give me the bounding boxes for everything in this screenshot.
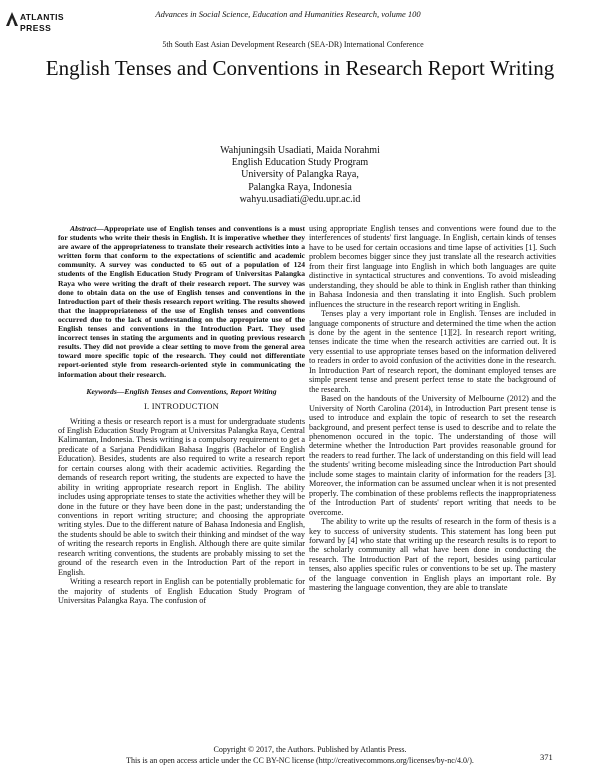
publisher-logo	[6, 10, 76, 40]
right-paragraph: using appropriate English tenses and conventions were found due to the interferences of students' first language. In English, certain kinds of tenses have to be used for certain occasions and time lapse of activities [1]. Such problem becomes bigger since they just translate all the research activities from their first language into English in which both languages are quite distinctive in syntactical structures and conventions. To avoid misleading understanding, they should be able to think in English rather than thinking in Bahasa Indonesia and then translating it into English. Such problem influences the structure in the research report writing in English.	[309, 224, 556, 309]
abstract	[58, 224, 305, 379]
author-names: Wahjuningsih Usadiati, Maida Norahmi	[220, 145, 380, 156]
keywords: Keywords—English Tenses and Conventions, Report Writing	[86, 386, 277, 396]
abstract-text: Appropriate use of English tenses and conventions is a must for students who write their thesis in English. It is imperative whether they are aware of the appropriateness to translate their research activities into a written form that conform to the expectations of scientific and academic community. A survey was conducted to 65 out of a population of 124 students of the English Education Study Program of Universitas Palangka Raya who were writing the draft of their research report. The survey was done to obtain data on the use of English tenses and conventions in the Introduction part of their thesis research report writing. The results showed that the inappropriateness of the use of English tenses and conventions occurred due to the lack of understanding on the appropriate use of the English tenses and conventions in the Introduction Part. They used incorrect tenses in stating the arguments and in quoting previous research results. They did not provide a clear setting to move from the general area toward more specific topic of the research. They could not differentiate report-oriented style from research-oriented style in communicating the information about their research.	[58, 224, 305, 379]
section-heading-introduction: I. INTRODUCTION	[143, 401, 220, 412]
conference-name: 5th South East Asian Development Research (SEA-DR) International Conference	[162, 40, 424, 49]
footer-license: This is an open access article under the CC BY-NC license (http://creativecommons.org/licenses/by-nc/4.0/).	[126, 756, 474, 765]
author-city: Palangka Raya, Indonesia	[248, 181, 352, 193]
left-paragraph: Writing a research report in English can be potentially problematic for the majority of students of English Education Study Program of Universitas Palangka Raya. The confusion of	[58, 577, 305, 606]
right-paragraph: The ability to write up the results of research in the form of thesis is a key to success of university students. This statement has long been put forward by [4] who state that writing up the research results is to report to the scholarly community all what have been done in conducting the research. The Introduction Part of the report, besides using particular tenses, also applies specific rules or conventions to be set up. The mastery of the language convention in English plays an important role. By mastering the language convention, they are able to translate	[309, 517, 556, 593]
publisher-name: ATLANTIS	[20, 12, 64, 22]
atlantis-logo-icon	[6, 12, 18, 26]
author-block	[150, 145, 450, 206]
author-department: English Education Study Program	[231, 157, 369, 169]
right-paragraph: Based on the handouts of the University of Melbourne (2012) and the University of North Carolina (2014), in Introduction Part present tense is used to introduce and explain the topic of research to set the research background, and present perfect tense is used to describe and to relate the phenomenon occured in the topic. The understanding of those will determine whether the Introduction Part provides reasonable ground for the readers to read further. The lack of understanding on this field will lead the students' writing become misleading since the Introduction Part should include some stages to maintain clarity of information for the readers [3]. Moreover, the information can be assumed unclear when it is not presented properly. The combination of these problems reflects the inappropriateness of the Introduction Part of students' report writing that needs to be overcome.	[309, 394, 556, 517]
footer-copyright: Copyright © 2017, the Authors. Published by Atlantis Press.	[213, 745, 407, 754]
right-column	[309, 224, 556, 593]
abstract-lead: Abstract—	[70, 224, 104, 233]
page-number: 371	[540, 752, 553, 762]
right-paragraph: Tenses play a very important role in English. Tenses are included in language components of structure and determined the time when the action is done by the agent in the sentence [1][2]. In research report writing, tenses indicate the time when the research activities are carried out. It is very essential to use appropriate tenses based on the information delivered to readers in order to avoid confusion of the activities done in the research. In Introduction Part of research report, the dominant employed tenses are simple present tense and present perfect tense to state the background of the research.	[309, 309, 556, 394]
left-paragraph: Writing a thesis or research report is a must for undergraduate students of English Education Study Program at Universitas Palangka Raya, Central Kalimantan, Indonesia. Thesis writing is a compulsory requirement to get a predicate of a Sarjana Pendidikan Bahasa Inggris (Bachelor of English Education). Besides, students are also required to write a research report for certain courses along with their academic activities. Regarding the demands of research report writing, the students are expected to have the ability in writing appropriate research report in English. The ability includes using appropriate tenses to state the activities whether they will be done in the future or they have been done in the past; understanding the conventions in report writing structure; and choosing the appropriate writing styles. Due to the different nature of Bahasa Indonesia and English, the students should be able to switch their thinking and mindset of the way of writing the research reports in English. Although there are quite similar research writing conventions, the students are probably missing to set the ground of the research even in the Introduction Part of the report in English.	[58, 416, 305, 577]
publisher-name-2: PRESS	[20, 23, 52, 33]
author-email: wahyu.usadiati@edu.upr.ac.id	[239, 193, 361, 205]
left-column	[58, 224, 305, 606]
paper-title: English Tenses and Conventions in Research Report Writing	[45, 56, 555, 80]
running-head: Advances in Social Science, Education and Humanities Research, volume 100	[155, 9, 421, 19]
author-university: University of Palangka Raya,	[241, 169, 359, 181]
